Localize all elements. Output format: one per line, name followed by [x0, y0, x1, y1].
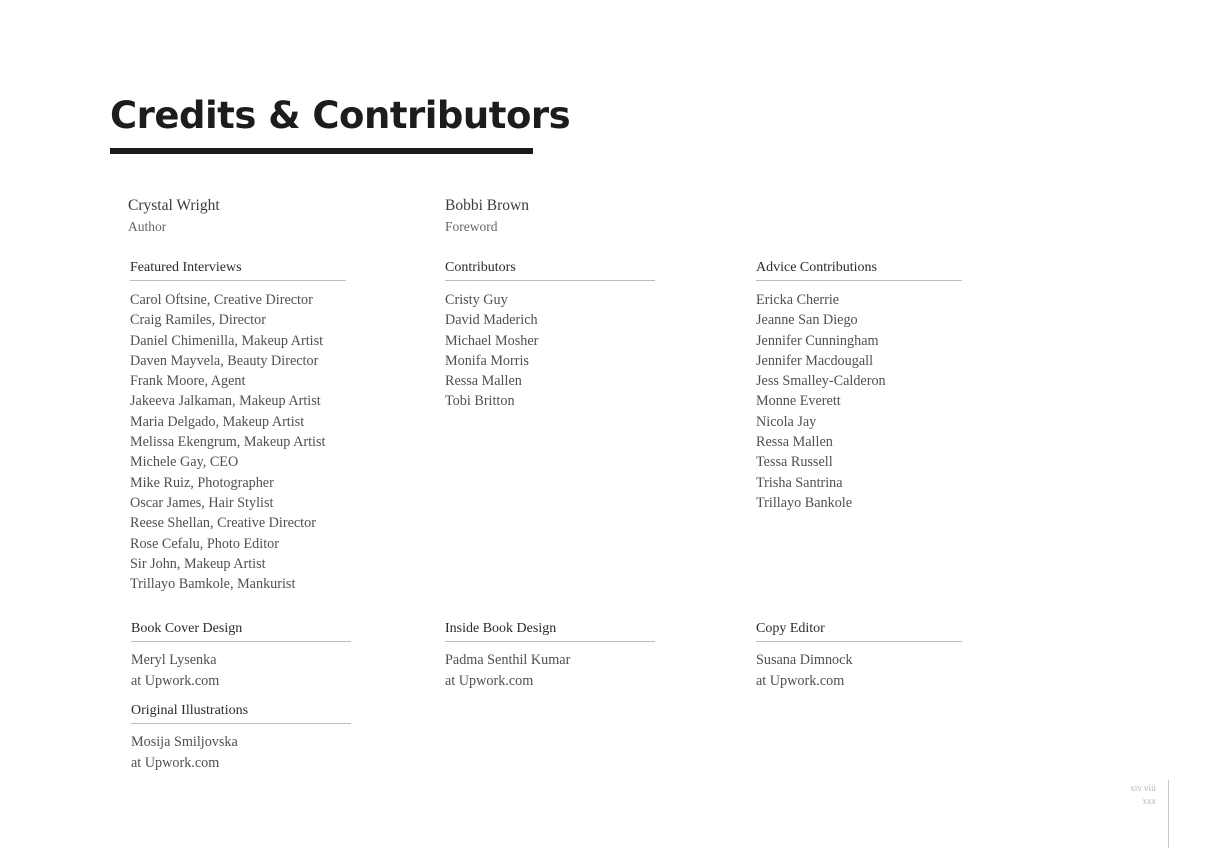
featured-interviews-list [130, 290, 346, 594]
list-item: Cristy Guy [445, 292, 508, 308]
foreword-name: Bobbi Brown [445, 197, 529, 214]
page-number [1112, 782, 1156, 808]
inside-book-design-section [445, 621, 655, 692]
list-item: Monne Everett [756, 393, 841, 410]
list-item: Ressa Mallen [445, 373, 522, 390]
list-item: Melissa Ekengrum, Makeup Artist [130, 434, 326, 451]
list-item: Daven Mayvela, Beauty Director [130, 352, 319, 369]
list-item: Ericka Cherrie [756, 292, 840, 308]
credit-lines [131, 732, 351, 774]
book-cover-design-section [131, 621, 351, 692]
list-item: Jakeeva Jalkaman, Makeup Artist [130, 393, 321, 410]
list-item: Sir John, Makeup Artist [130, 555, 266, 572]
contributors-list [445, 290, 655, 412]
list-item: Nicola Jay [756, 413, 817, 430]
list-item: Jeanne San Diego [756, 312, 858, 329]
list-item: Craig Ramiles, Director [130, 312, 266, 329]
list-item: Frank Moore, Agent [130, 373, 246, 390]
editor-affiliation: at Upwork.com [756, 673, 845, 689]
section-heading: Book Cover Design [131, 621, 351, 642]
list-item: Ressa Mallen [756, 434, 833, 451]
section-heading: Featured Interviews [130, 260, 346, 281]
list-item: Trisha Santrina [756, 474, 843, 491]
designer-affiliation: at Upwork.com [445, 673, 534, 689]
illustrator-affiliation: at Upwork.com [131, 755, 220, 771]
advice-contributions-section [756, 260, 962, 513]
page-number-line: xiv viii [1130, 783, 1156, 793]
contributors-section [445, 260, 655, 412]
designer-name: Meryl Lysenka [131, 652, 217, 668]
copy-editor-section [756, 621, 962, 692]
illustrator-name: Mosija Smiljovska [131, 734, 238, 750]
list-item: Tessa Russell [756, 454, 833, 471]
list-item: Michael Mosher [445, 332, 539, 349]
page-number-line: xxx [1142, 796, 1156, 806]
list-item: Michele Gay, CEO [130, 454, 239, 471]
list-item: Monifa Morris [445, 352, 529, 369]
featured-interviews-section [130, 260, 346, 594]
author-credit [128, 196, 220, 237]
page-title: Credits & Contributors [110, 94, 571, 137]
section-heading: Advice Contributions [756, 260, 962, 281]
list-item: Daniel Chimenilla, Makeup Artist [130, 332, 324, 349]
list-item: Oscar James, Hair Stylist [130, 494, 274, 511]
section-heading: Original Illustrations [131, 703, 351, 724]
designer-affiliation: at Upwork.com [131, 673, 220, 689]
section-heading: Copy Editor [756, 621, 962, 642]
advice-contributions-list [756, 290, 962, 513]
author-name: Crystal Wright [128, 197, 220, 214]
credit-lines [445, 650, 655, 692]
foreword-role: Foreword [445, 219, 498, 234]
list-item: David Maderich [445, 312, 538, 329]
list-item: Maria Delgado, Makeup Artist [130, 413, 305, 430]
credit-lines [756, 650, 962, 692]
designer-name: Padma Senthil Kumar [445, 652, 571, 668]
title-underline [110, 148, 533, 154]
list-item: Jennifer Macdougall [756, 352, 874, 369]
credit-lines [131, 650, 351, 692]
list-item: Trillayo Bankole [756, 494, 853, 511]
original-illustrations-section [131, 703, 351, 774]
foreword-credit [445, 196, 529, 237]
section-heading: Contributors [445, 260, 655, 281]
list-item: Carol Oftsine, Creative Director [130, 292, 313, 308]
list-item: Jess Smalley-Calderon [756, 373, 886, 390]
list-item: Reese Shellan, Creative Director [130, 515, 316, 532]
list-item: Jennifer Cunningham [756, 332, 879, 349]
list-item: Mike Ruiz, Photographer [130, 474, 274, 491]
page-edge-rule [1168, 780, 1169, 848]
list-item: Tobi Britton [445, 393, 515, 410]
list-item: Trillayo Bamkole, Mankurist [130, 576, 296, 593]
author-role: Author [128, 219, 167, 234]
editor-name: Susana Dimnock [756, 652, 853, 668]
section-heading: Inside Book Design [445, 621, 655, 642]
list-item: Rose Cefalu, Photo Editor [130, 535, 279, 552]
